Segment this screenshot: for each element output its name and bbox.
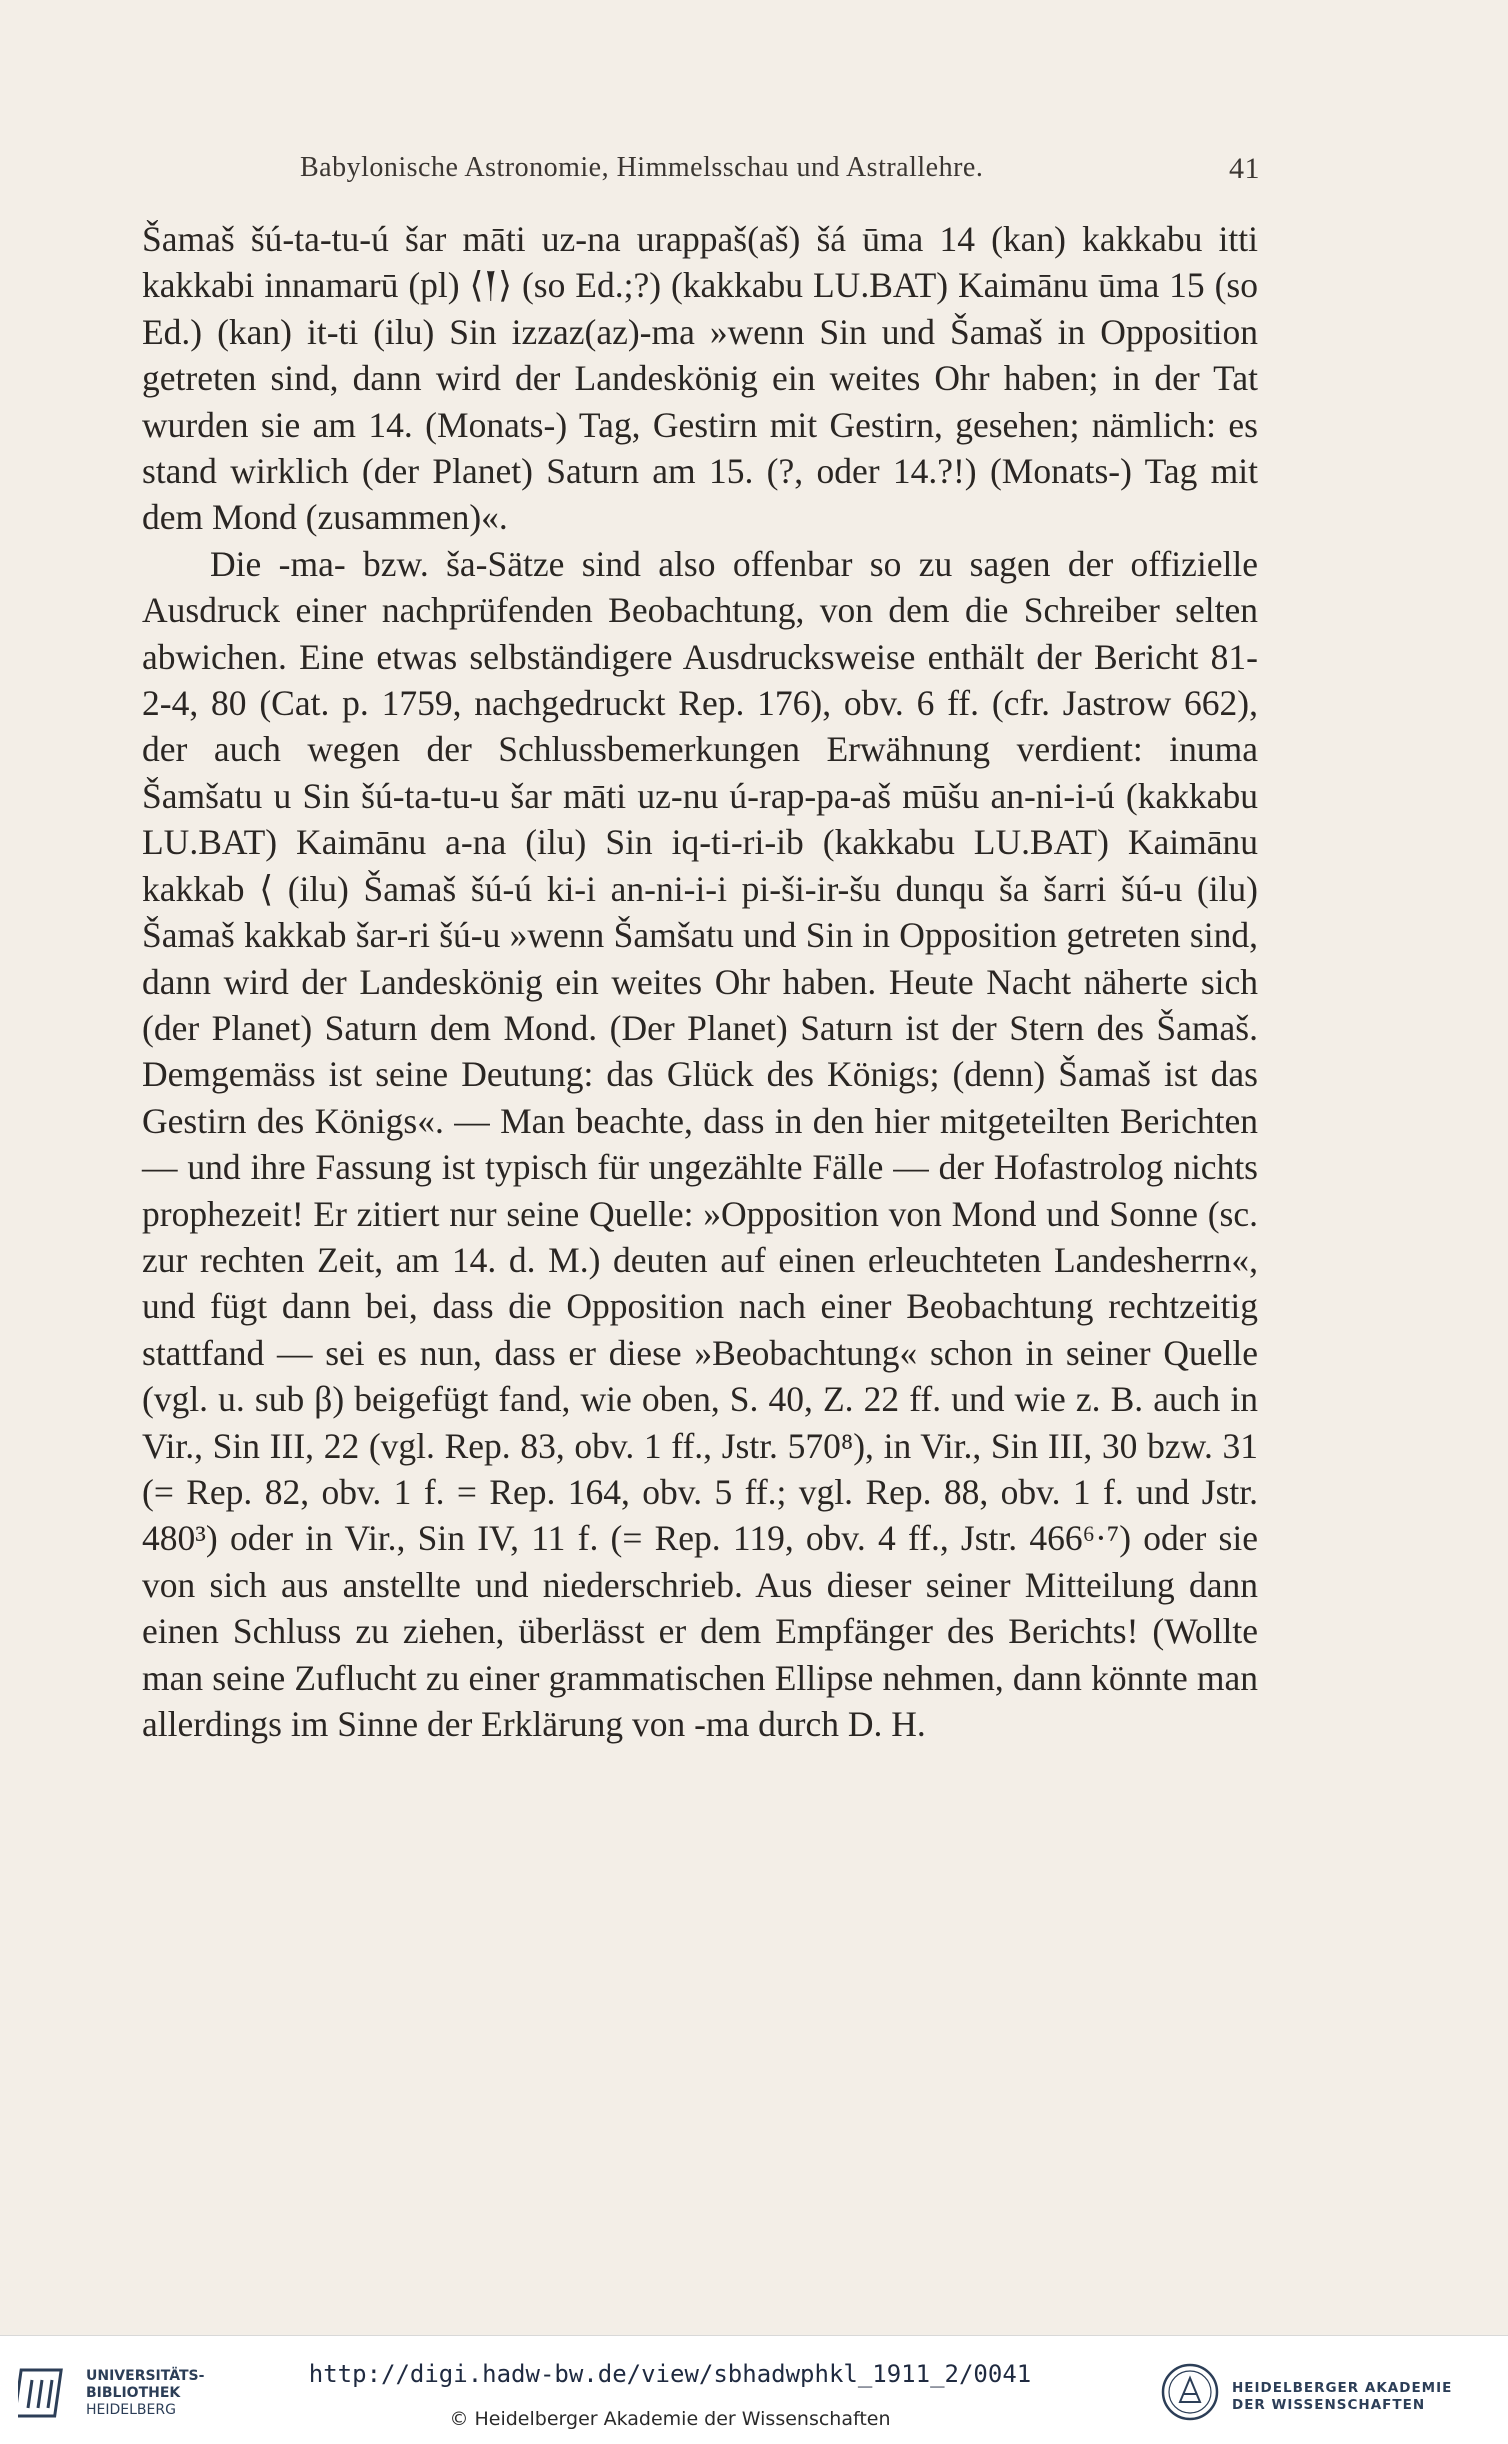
body-text (142, 216, 1258, 1747)
paragraph: Die -ma- bzw. ša-Sätze sind also offenbar so zu sagen der offizielle Ausdruck einer nachprüfenden Beobachtung, von dem die Schreiber selten abwichen. Eine etwas selbständigere Ausdrucksweise enthält der Bericht 81-2-4, 80 (Cat. p. 1759, nachgedruckt Rep. 176), obv. 6 ff. (cfr. Jastrow 662), der auch wegen der Schlussbemerkungen Erwähnung verdient: inuma Šamšatu u Sin šú-ta-tu-u šar māti uz-nu ú-rap-pa-aš mūšu an-ni-i-ú (kakkabu LU.BAT) Kaimānu a-na (ilu) Sin iq-ti-ri-ib (kakkabu LU.BAT) Kaimānu kakkab ⟨ (ilu) Šamaš šú-ú ki-i an-ni-i-i pi-ši-ir-šu dunqu ša šarri šú-u (ilu) Šamaš kakkab šar-ri šú-u »wenn Šamšatu und Sin in Opposition getreten sind, dann wird der Landeskönig ein weites Ohr haben. Heute Nacht näherte sich (der Planet) Saturn dem Mond. (Der Planet) Saturn ist der Stern des Šamaš. Demgemäss ist seine Deutung: das Glück des Königs; (denn) Šamaš ist das Gestirn des Königs«. — Man beachte, dass in den hier mitgeteilten Berichten — und ihre Fassung ist typisch für ungezählte Fälle — der Hofastrolog nichts prophezeit! Er zitiert nur seine Quelle: »Opposition von Mond und Sonne (sc. zur rechten Zeit, am 14. d. M.) deuten auf einen erleuchteten Landesherrn«, und fügt dann bei, dass die Opposition nach einer Beobachtung rechtzeitig stattfand — sei es nun, dass er diese »Beobachtung« schon in seiner Quelle (vgl. u. sub β) beigefügt fand, wie oben, S. 40, Z. 22 ff. und wie z. B. auch in Vir., Sin III, 22 (vgl. Rep. 83, obv. 1 ff., Jstr. 570⁸), in Vir., Sin III, 30 bzw. 31 (= Rep. 82, obv. 1 f. = Rep. 164, obv. 5 ff.; vgl. Rep. 88, obv. 1 f. und Jstr. 480³) oder in Vir., Sin IV, 11 f. (= Rep. 119, obv. 4 ff., Jstr. 466⁶·⁷) oder sie von sich aus anstellte und niederschrieb. Aus dieser seiner Mitteilung dann einen Schluss zu ziehen, überlässt er dem Empfänger des Berichts! (Wollte man seine Zuflucht zu einer grammatischen Ellipse nehmen, dann könnte man allerdings im Sinne der Erklärung von -ma durch D. H. (142, 543, 1258, 1744)
copyright-notice: © Heidelberger Akademie der Wissenschaften (449, 2408, 891, 2430)
running-head-title: Babylonische Astronomie, Himmelsschau und Astrallehre. (300, 152, 984, 183)
academy-seal-icon[interactable] (1160, 2362, 1220, 2422)
ub-line: UNIVERSITÄTS- (86, 2368, 205, 2384)
university-library-logo-icon[interactable] (18, 2364, 78, 2424)
viewer-footer (0, 2335, 1508, 2444)
academy-line: HEIDELBERGER AKADEMIE (1232, 2380, 1453, 2396)
permalink-url[interactable]: http://digi.hadw-bw.de/view/sbhadwphkl_1911_2/0041 (308, 2360, 1032, 2388)
academy-name (1232, 2380, 1452, 2414)
page-number: 41 (1229, 152, 1260, 185)
ub-line: HEIDELBERG (86, 2402, 176, 2418)
ub-line: BIBLIOTHEK (86, 2385, 181, 2401)
paragraph: Šamaš šú-ta-tu-ú šar māti uz-na urappaš(aš) šá ūma 14 (kan) kakkabu itti kakkabi innamarū (pl) ⟨𒁹⟩ (so Ed.;?) (kakkabu LU.BAT) Kaimānu ūma 15 (so Ed.) (kan) it-ti (ilu) Sin izzaz(az)-ma »wenn Sin und Šamaš in Opposition getreten sind, dann wird der Landeskönig ein weites Ohr haben; in der Tat wurden sie am 14. (Monats-) Tag, Gestirn mit Gestirn, gesehen; nämlich: es stand wirklich (der Planet) Saturn am 15. (?, oder 14.?!) (Monats-) Tag mit dem Mond (zusammen)«. (142, 219, 1258, 538)
academy-line: DER WISSENSCHAFTEN (1232, 2397, 1426, 2413)
university-library-name (86, 2368, 204, 2419)
